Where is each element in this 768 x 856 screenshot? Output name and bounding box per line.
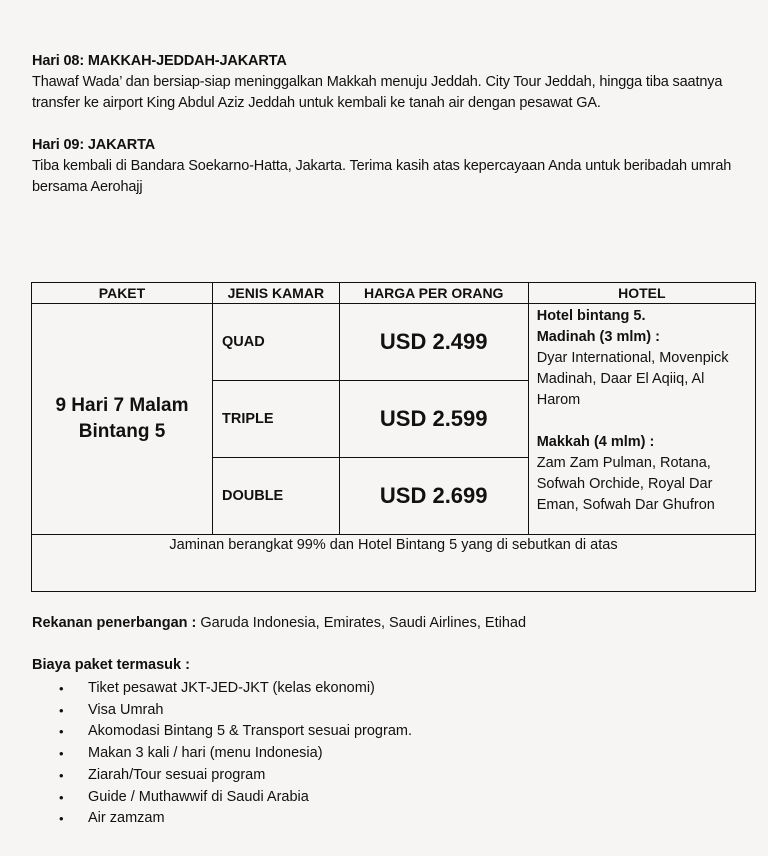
- day-08-description: Thawaf Wada’ dan bersiap-siap meninggalkan Makkah menuju Jeddah. City Tour Jeddah, hingga tiba saatnya transfer ke airport King Abdul Aziz Jeddah untuk kembali ke tanah air dengan pesawat GA.: [32, 74, 723, 111]
- paket-duration: 9 Hari 7 Malam: [55, 395, 189, 416]
- header-harga: HARGA PER ORANG: [339, 283, 528, 304]
- table-footer-row: [32, 535, 756, 592]
- list-item: [32, 787, 412, 809]
- partners-separator: :: [187, 615, 201, 631]
- makkah-label: Makkah (4 mlm) :: [536, 434, 655, 450]
- table-header-row: [32, 283, 756, 304]
- room-type: QUAD: [213, 304, 340, 381]
- guarantee-note: Jaminan berangkat 99% dan Hotel Bintang 5 yang di sebutkan di atas: [32, 535, 756, 592]
- bullet-icon: •: [59, 811, 64, 827]
- day-09-description: Tiba kembali di Bandara Soekarno-Hatta, Jakarta. Terima kasih atas kepercayaan Anda untuk beribadah umrah bersama Aerohajj: [32, 158, 732, 195]
- list-item: [32, 765, 412, 787]
- airline-partners: [32, 615, 526, 631]
- partners-label: Rekanan penerbangan: [32, 615, 188, 631]
- room-type: DOUBLE: [213, 458, 340, 535]
- room-price: USD 2.599: [339, 381, 528, 458]
- day-08-title: Hari 08: MAKKAH-JEDDAH-JAKARTA: [32, 53, 287, 69]
- includes-list: [32, 678, 412, 830]
- list-item-text: Visa Umrah: [88, 701, 164, 718]
- partners-value: Garuda Indonesia, Emirates, Saudi Airlines, Etihad: [200, 615, 527, 631]
- paket-class: Bintang 5: [78, 421, 166, 442]
- paket-cell: [32, 304, 213, 535]
- list-item-text: Guide / Muthawwif di Saudi Arabia: [88, 788, 309, 805]
- header-paket: PAKET: [32, 283, 213, 304]
- header-jenis-kamar: JENIS KAMAR: [213, 283, 340, 304]
- itinerary-day-08: [32, 51, 762, 114]
- list-item: [32, 743, 412, 765]
- room-price: USD 2.499: [339, 304, 528, 381]
- bullet-icon: •: [59, 681, 64, 696]
- package-price-table: [31, 282, 756, 592]
- bullet-icon: •: [59, 789, 64, 805]
- bullet-icon: •: [59, 724, 64, 740]
- hotel-rating: Hotel bintang 5.: [536, 308, 646, 324]
- list-item: [32, 700, 412, 722]
- room-price: USD 2.699: [339, 458, 528, 535]
- itinerary-day-09: [32, 135, 762, 198]
- includes-title: Biaya paket termasuk :: [32, 657, 190, 673]
- list-item-text: Akomodasi Bintang 5 & Transport sesuai program.: [88, 723, 412, 740]
- list-item: [32, 808, 412, 830]
- hotel-cell: [528, 304, 755, 535]
- makkah-hotels: Zam Zam Pulman, Rotana, Sofwah Orchide, Royal Dar Eman, Sofwah Dar Ghufron: [536, 455, 715, 513]
- list-item: [32, 678, 412, 700]
- day-09-title: Hari 09: JAKARTA: [32, 137, 156, 153]
- list-item-text: Ziarah/Tour sesuai program: [88, 766, 266, 783]
- list-item: [32, 721, 412, 743]
- bullet-icon: •: [59, 746, 64, 762]
- madinah-label: Madinah (3 mlm) :: [536, 329, 660, 345]
- table-row: [32, 304, 756, 381]
- list-item-text: Air zamzam: [88, 810, 165, 827]
- bullet-icon: •: [59, 767, 64, 783]
- bullet-icon: •: [59, 702, 64, 718]
- madinah-hotels: Dyar International, Movenpick Madinah, Daar El Aqiiq, Al Harom: [536, 350, 729, 408]
- list-item-text: Tiket pesawat JKT-JED-JKT (kelas ekonomi): [88, 680, 375, 696]
- header-hotel: HOTEL: [528, 283, 755, 304]
- room-type: TRIPLE: [213, 381, 340, 458]
- list-item-text: Makan 3 kali / hari (menu Indonesia): [88, 745, 323, 762]
